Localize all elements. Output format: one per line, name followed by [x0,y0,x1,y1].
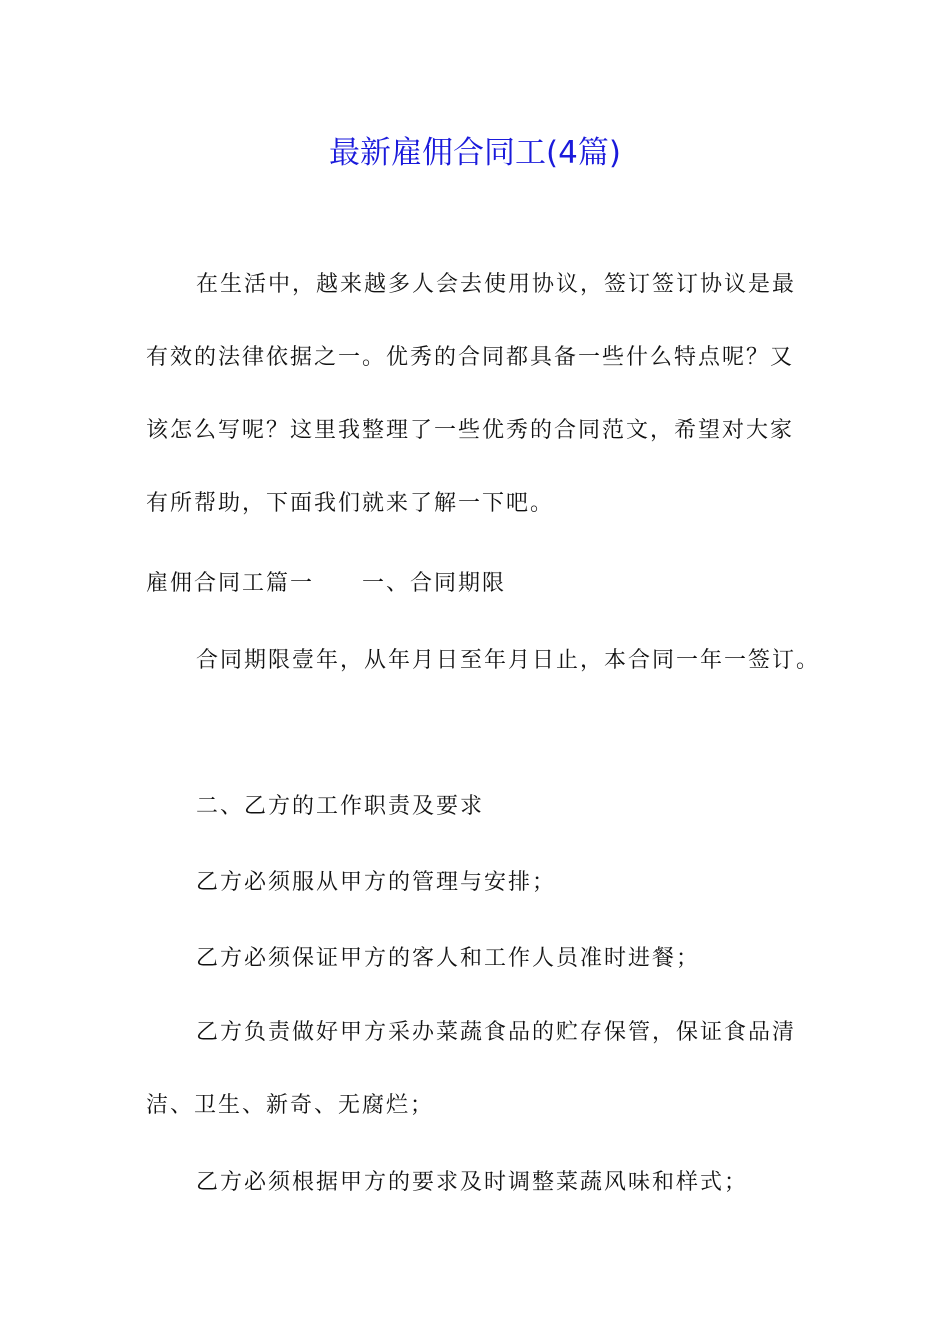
section-item-1-heading: 一、合同期限 [362,571,507,596]
intro-paragraph: 在生活中，越来越多人会去使用协议，签订签订协议是最有效的法律依据之一。优秀的合同都具备一些什么特点呢？又该怎么写呢？这里我整理了一些优秀的合同范文，希望对大家有所帮助，下面我们就来了解一下吧。 [146,272,797,516]
duty-paragraph-2: 乙方必须保证甲方的客人和工作人员准时进餐； [196,946,701,971]
duty-paragraph-4: 乙方必须根据甲方的要求及时调整菜蔬风味和样式； [196,1170,749,1195]
duty-paragraph-1: 乙方必须服从甲方的管理与安排； [196,870,557,895]
duty-paragraph-3: 乙方负责做好甲方采办菜蔬食品的贮存保管，保证食品清洁、卫生、新奇、无腐烂； [146,1020,797,1118]
term-paragraph: 合同期限壹年，从年月日至年月日止，本合同一年一签订。 [196,648,821,673]
document-title: 最新雇佣合同工(4篇) [329,135,621,171]
section-heading: 雇佣合同工篇一 [146,571,315,596]
section-heading-line [146,546,806,621]
item-2-heading: 二、乙方的工作职责及要求 [196,794,485,819]
